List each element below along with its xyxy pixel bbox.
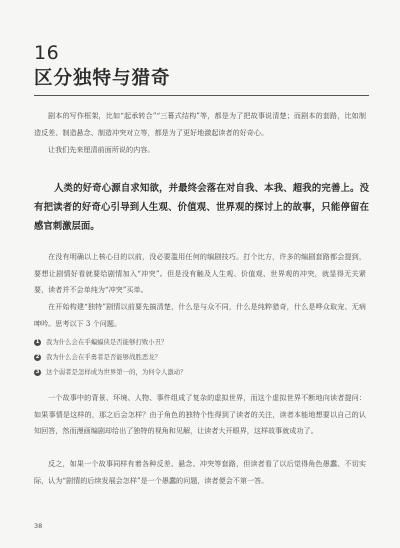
number-bullet-icon: 3 xyxy=(35,369,40,375)
page-number: 38 xyxy=(34,522,43,530)
list-item xyxy=(34,335,364,350)
body-paragraph-2: 在开始构建“独特”剧情以前要先搞清楚，什么是与众不同，什么是纯粹猎奇，什么是哗众取宠、无病呻吟。思考以下 3 个问题。 xyxy=(34,302,366,328)
title-rule xyxy=(34,95,369,96)
intro-paragraph-1: 剧本的写作框架，比如“起承转合”“三幕式结构”等，都是为了把故事说清楚；而剧本的套路，比如制造反差、制造悬念、制造冲突对立等，都是为了更好地激起读者的好奇心。 xyxy=(34,111,366,137)
number-bullet-icon: 2 xyxy=(35,354,40,360)
question-text: 我为什么会在乎勇者是否能够战胜恶龙？ xyxy=(46,353,162,361)
question-text: 我为什么会在乎蝙蝠侠是否能够打败小丑？ xyxy=(46,338,168,346)
list-item xyxy=(34,350,364,365)
list-item xyxy=(34,365,364,380)
body-paragraph-1: 在没有明确以上核心目的以前，没必要滥用任何的编剧技巧。打个比方，许多的编剧套路都会提到，要想让剧情好看就要给剧情加入“冲突”。但是没有触及人生观、价值观、世界观的冲突，就显得无关紧要，读者并不会单纯为“冲突”买单。 xyxy=(34,252,366,294)
number-bullet-icon: 1 xyxy=(35,339,40,345)
closing-paragraph-2: 反之，如果一个故事同样有着各种反差、悬念、冲突等套路，但读者看了以后觉得角色愚蠢、不切实际，认为“剧情的后续发展会怎样”是一个愚蠢的问题，读者便会不第一答。 xyxy=(34,459,366,485)
question-text: 这个弱者是怎样成为世界第一的，为何令人激动？ xyxy=(46,368,187,376)
chapter-number: 16 xyxy=(34,42,60,64)
intro-paragraph-2: 让我们先来厘清前面所说的内容。 xyxy=(48,145,155,154)
question-list xyxy=(34,335,364,380)
emphasis-paragraph: 人类的好奇心源自求知欲，并最终会落在对自我、本我、超我的完善上。没有把读者的好奇心引导到人生观、价值观、世界观的探讨上的故事，只能停留在感官刺激层面。 xyxy=(34,183,369,232)
closing-paragraph-1: 一个故事中的背景、环境、人物、事件组成了复杂的虚拟世界，而这个虚拟世界不断地向读者提问：如果事情是这样的，那之后会怎样？由于角色的独特个性得到了读者的关注，读者本能地想要以自己的认知回答，然而漫画编剧却给出了独特的视角和见解，让读者大开眼界，这样故事就成功了。 xyxy=(34,393,366,435)
chapter-title: 区分独特与猎奇 xyxy=(34,68,171,89)
